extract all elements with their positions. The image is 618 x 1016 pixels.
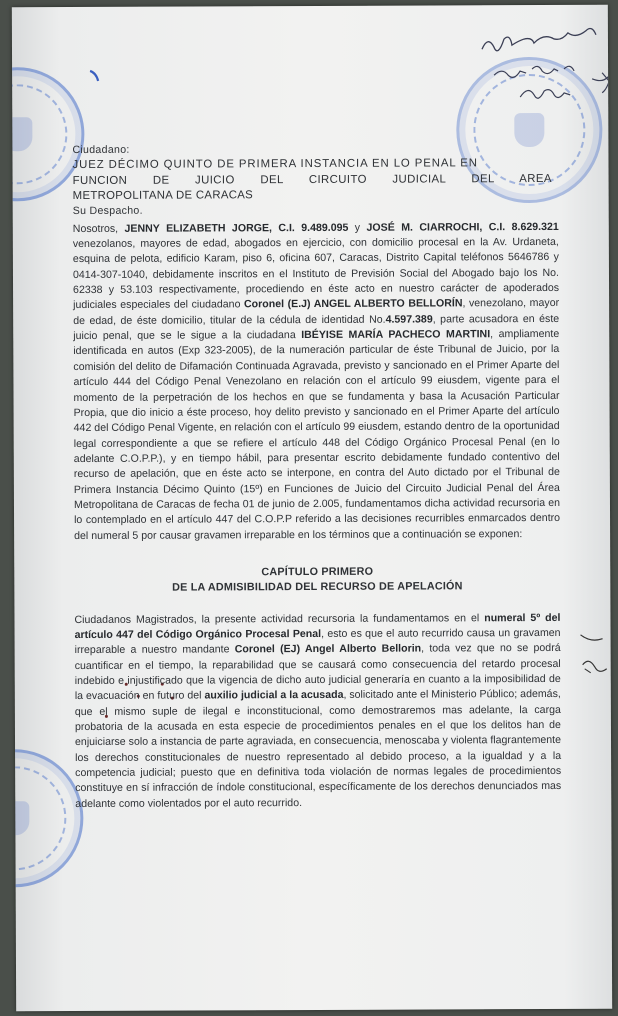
addressee-line-2: FUNCION DE JUICIO DEL CIRCUITO JUDICIAL DEL AREA — [72, 172, 552, 187]
defendant-name: IBÉYISE MARÍA PACHECO MARTINI — [301, 328, 491, 342]
salutation: Ciudadano: — [72, 143, 130, 157]
chapter-subtitle: DE LA ADMISIBILIDAD DEL RECURSO DE APELACIÓN — [172, 580, 463, 594]
client-name: Coronel (E.J) ANGEL ALBERTO BELLORÍN — [243, 297, 463, 311]
attorney-2-name: JOSÉ M. CIARROCHI, C.I. 8.629.321 — [366, 220, 559, 234]
addressee-line-3: METROPOLITANA DE CARACAS — [72, 189, 254, 203]
paragraph-introduction: Nosotros, JENNY ELIZABETH JORGE, C.I. 9.489.095 y JOSÉ M. CIARROCHI, C.I. 8.629.321 venezolanos, mayores de edad, abogados en ejercicio, con domicilio procesal en la Av. Urdaneta, esquina de pelota, edificio Karam, piso 6, oficina 607, Caracas, Distrito Capital teléfonos 5646786 y 0414-307-1040, debidamente inscritos en el Instituto de Previsión Social del Abogado bajo los No. 62338 y 53.103 respectivamente, procediendo en éste acto en nuestro carácter de apoderados judiciales especiales del ciudadano Coronel (E.J) ANGEL ALBERTO BELLORÍN, venezolano, mayor de edad, de éste domicilio, titular de la cédula de identidad No.4.597.389, parte acusadora en éste juicio penal, que se le sigue a la ciudadana IBÉYISE MARÍA PACHECO MARTINI, ampliamente identificada en autos (Exp 323-2005), de la numeración particular de éste Tribunal de Juicio, por la comisión del delito de Difamación Continuada Agravada, previsto y sancionado en el Primer Aparte del artículo 444 del Código Penal Venezolano en relación con el artículo 99 eiusdem, vigente para el momento de la perpetración de los hechos en que se fundamenta y basa la Acusación Particular Propia, que dio inicio a éste proceso, hoy delito previsto y sancionado en el Primer Aparte del artículo 442 del Código Penal Vigente, en relación con el artículo 99 eiusdem, estando dentro de la oportunidad legal correspondiente a que se refiere el artículo 448 del Código Orgánico Procesal Penal (en lo adelante C.O.P.P.), y en tiempo hábil, para presentar escrito debidamente fundado contentivo del recurso de apelación, que en éste acto se interpone, en contra del Auto dictado por el Tribunal de Primera Instancia Décimo Quinto (15º) en Funciones de Juicio del Circuito Judicial Penal del Área Metropolitana de Caracas de fecha 01 de junio de 2.005, fundamentamos dicha actividad recursoria en lo contemplado en el artículo 447 del C.O.P.P referido a las decisiones recurribles enmarcados dentro del numeral 5 por causar gravamen irreparable en los términos que a continuación se exponen: — [72, 220, 561, 542]
chapter-title: CAPÍTULO PRIMERO — [261, 565, 374, 579]
document-page — [12, 5, 612, 1012]
client-id: 4.597.389 — [385, 313, 433, 326]
judicial-aid-phrase: auxilio judicial a la acusada — [204, 689, 344, 702]
attorney-1-name: JENNY ELIZABETH JORGE, C.I. 9.489.095 — [124, 221, 349, 235]
mandante-name: Coronel (EJ) Angel Alberto Bellorin — [234, 642, 422, 656]
addressee-block — [72, 141, 558, 220]
court-seal-bottom-left — [12, 749, 84, 888]
paragraph-admissibility: Ciudadanos Magistrados, la presente actividad recursoria la fundamentamos en el numeral 5º del artículo 447 del Código Orgánico Procesal Penal, esto es que el auto recurrido causa un gravamen irreparable a nuestro mandante Coronel (EJ) Angel Alberto Bellorin, toda vez que no se podrá cuantificar en el tiempo, la reparabilidad que se causará como consecuencia del retardo procesal indebido e injustificado que la vigencia de dicho auto judicial generaría en cuanto a la imposibilidad de la evacuación en futuro del auxilio judicial a la acusada, solicitado ante el Ministerio Público; además, que el mismo suple de ilegal e inconstitucional, como demostraremos mas adelante, la carga probatoria de la acusada en esta especie de procedimientos penales en el que los delitos han de enjuiciarse solo a instancia de parte agraviada, en consecuencia, menoscaba y violenta flagrantemente los derechos constitucionales de nuestro representado al debido proceso, a la igualdad y a la competencia judicial; puesto que en definitiva toda violación de normas legales de procedimientos constituye en sí infracción de índole constitucional, específicamente de los derechos denunciados mas adelante como violentados por el auto recurrido. — [74, 611, 562, 810]
closing-salutation: Su Despacho. — [72, 205, 143, 218]
margin-pen-marks — [574, 605, 612, 715]
document-body — [72, 141, 561, 812]
handwritten-reception-note — [474, 27, 612, 118]
legal-reference: numeral 5º del artículo 447 del Código Orgánico Procesal Penal — [74, 611, 561, 642]
blue-ink-mark — [86, 65, 106, 85]
addressee-line-1: JUEZ DÉCIMO QUINTO DE PRIMERA INSTANCIA EN LO PENAL EN — [72, 157, 478, 172]
